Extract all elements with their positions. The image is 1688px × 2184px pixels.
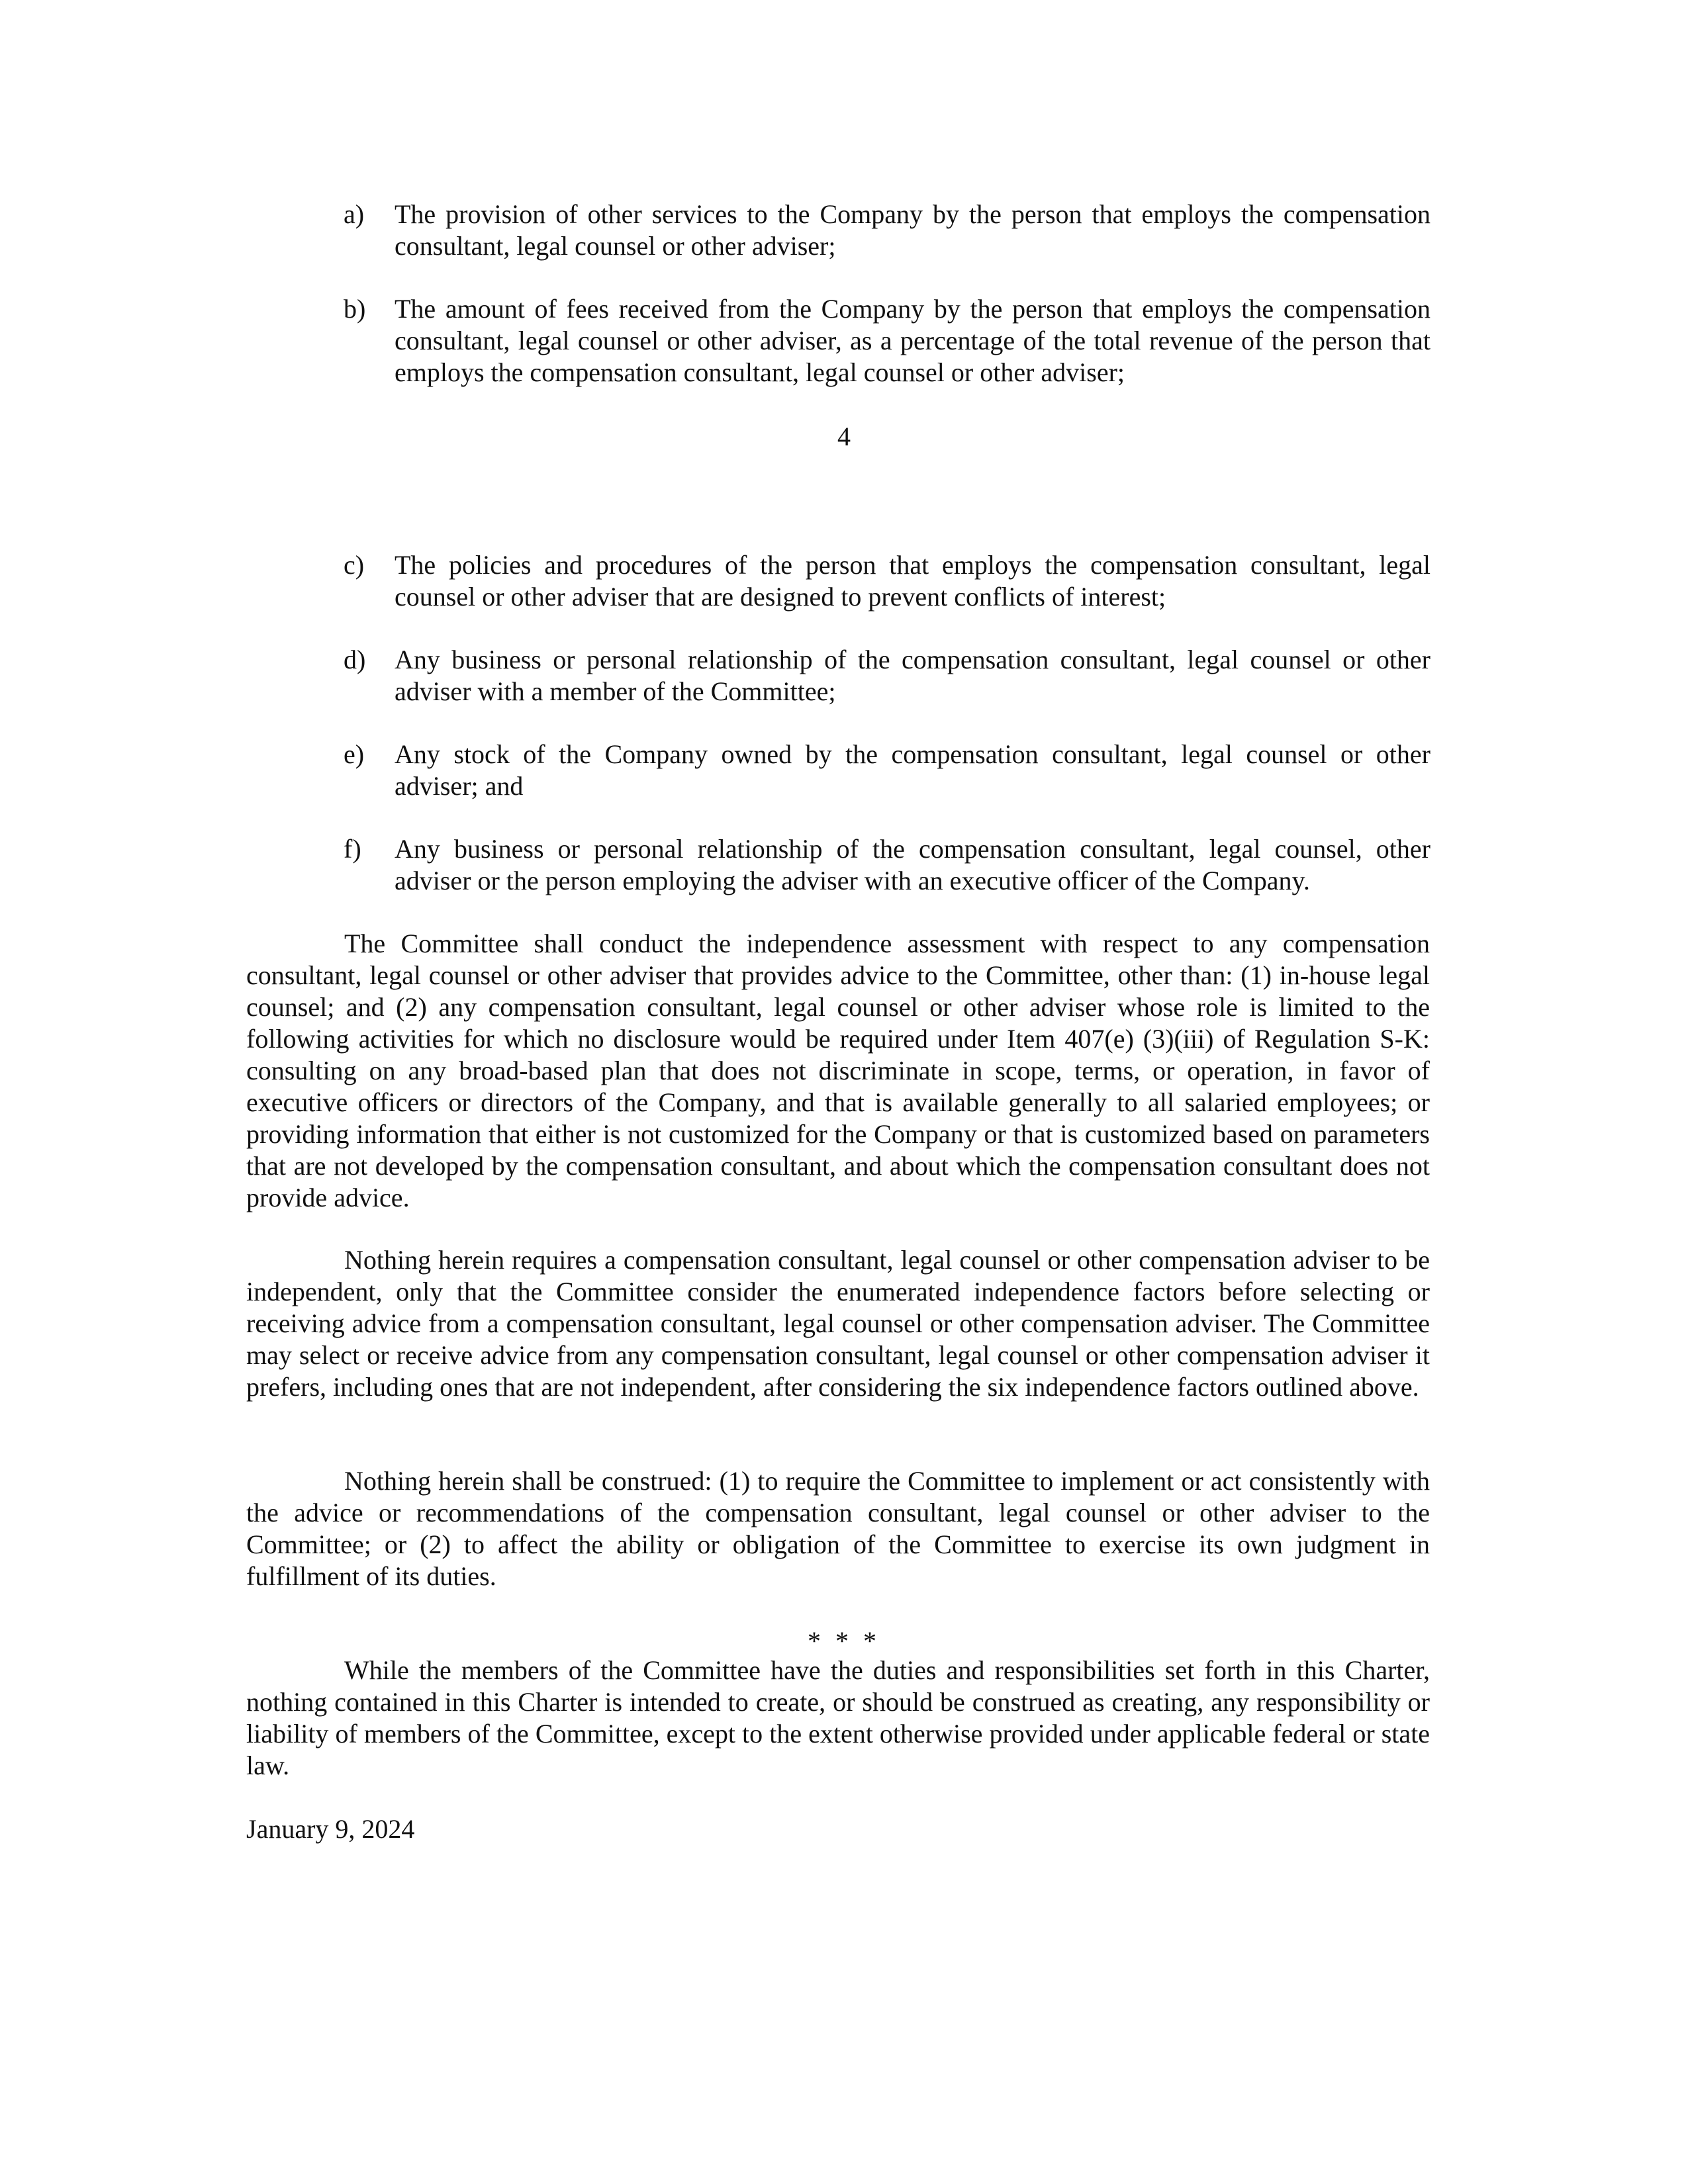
list-marker: b) [344, 294, 366, 324]
list-text: Any stock of the Company owned by the compensation consultant, legal counsel or other adviser; and [395, 739, 1430, 801]
list-item-d [344, 644, 1430, 707]
paragraph-liability: While the members of the Committee have the duties and responsibilities set forth in this Charter, nothing contained in this Charter is intended to create, or should be construed as creating, any responsibility or liability of members of the Committee, except to the extent otherwise provided under applicable federal or state law. [246, 1655, 1430, 1780]
paragraph-independence-assessment: The Committee shall conduct the independence assessment with respect to any compensation consultant, legal counsel or other adviser that provides advice to the Committee, other than: (1) in-house legal counsel; and (2) any compensation consultant, legal counsel or other adviser whose role is limited to the following activities for which no disclosure would be required under Item 407(e) (3)(iii) of Regulation S-K: consulting on any broad-based plan that does not discriminate in scope, terms, or operation, in favor of executive officers or directors of the Company, and that is available generally to all salaried employees; or providing information that either is not customized for the Company or that is customized based on parameters that are not developed by the compensation consultant, and about which the compensation consultant does not provide advice. [246, 929, 1430, 1212]
list-marker: d) [344, 645, 366, 674]
list-marker: f) [344, 834, 361, 864]
list-text: The policies and procedures of the person that employs the compensation consultant, legal counsel or other adviser that are designed to prevent conflicts of interest; [395, 550, 1430, 612]
list-marker: e) [344, 739, 365, 769]
list-text: The provision of other services to the Company by the person that employs the compensation consultant, legal counsel or other adviser; [395, 199, 1430, 261]
paragraph-independence-not-required: Nothing herein requires a compensation consultant, legal counsel or other compensation adviser to be independent, only that the Committee consider the enumerated independence factors before selecting or receiving advice from a compensation consultant, legal counsel or other compensation adviser. The Committee may select or receive advice from any compensation consultant, legal counsel or other compensation adviser it prefers, including ones that are not independent, after considering the six independence factors outlined above. [246, 1245, 1430, 1402]
list-marker: a) [344, 199, 365, 229]
list-item-b [344, 293, 1430, 388]
list-text: The amount of fees received from the Company by the person that employs the compensation consultant, legal counsel or other adviser, as a percentage of the total revenue of the person that employs the compensation consultant, legal counsel or other adviser; [395, 294, 1430, 387]
list-item-c [344, 549, 1430, 613]
list-marker: c) [344, 550, 365, 580]
paragraph-construction: Nothing herein shall be construed: (1) to require the Committee to implement or act consistently with the advice or recommendations of the compensation consultant, legal counsel or other adviser to the Committee; or (2) to affect the ability or obligation of the Committee to exercise its own judgment in fulfillment of its duties. [246, 1466, 1430, 1591]
list-item-a [344, 199, 1430, 262]
page-number: 4 [837, 422, 851, 451]
list-text: Any business or personal relationship of the compensation consultant, legal counsel or other adviser with a member of the Committee; [395, 645, 1430, 706]
section-separator: * * * [808, 1626, 880, 1656]
list-item-e [344, 739, 1430, 802]
list-item-f [344, 833, 1430, 897]
document-date: January 9, 2024 [246, 1814, 415, 1844]
list-text: Any business or personal relationship of the compensation consultant, legal counsel, other adviser or the person employing the adviser with an executive officer of the Company. [395, 834, 1430, 895]
